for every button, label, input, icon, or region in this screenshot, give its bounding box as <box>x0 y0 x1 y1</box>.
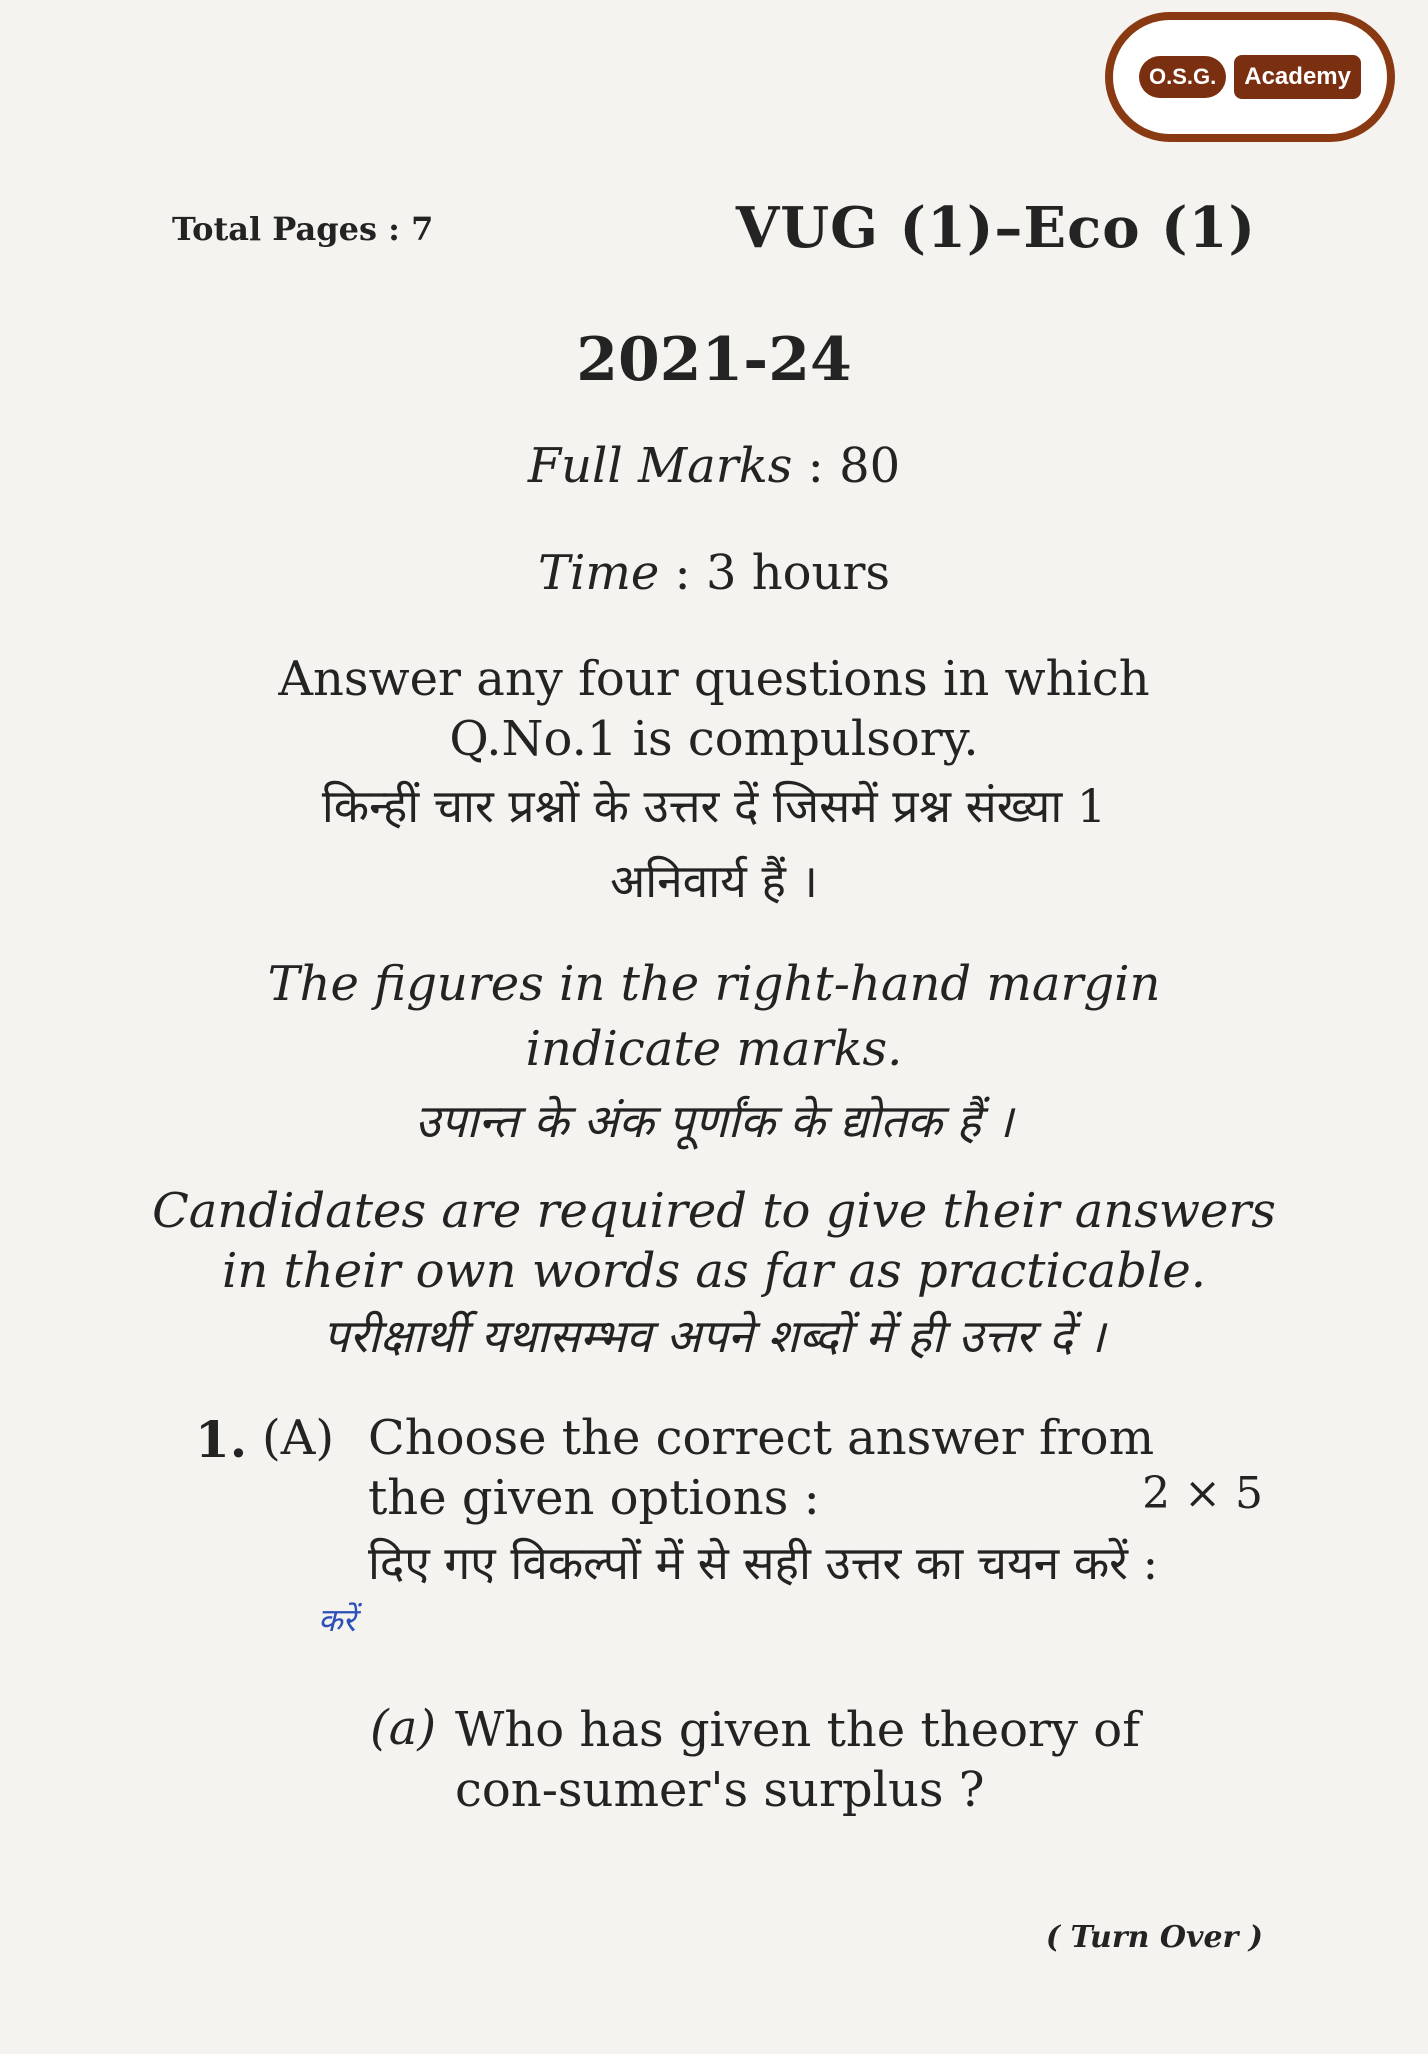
question-marks: 2 × 5 <box>1142 1468 1263 1519</box>
subquestion-label: (a) <box>370 1700 437 1756</box>
time-value: : 3 hours <box>659 545 891 601</box>
instruction-hindi-4: परीक्षार्थी यथासम्भव अपने शब्दों में ही उत्तर दें । <box>322 1309 1106 1363</box>
instruction-line-5: Candidates are required to give their answers <box>152 1183 1276 1239</box>
osg-academy-logo <box>1105 12 1395 142</box>
exam-year: 2021-24 <box>576 325 852 395</box>
instruction-hindi-1: किन्हीं चार प्रश्नों के उत्तर दें जिसमें प्रश्न संख्या 1 <box>321 779 1107 833</box>
turn-over-note: ( Turn Over ) <box>1045 1920 1263 1955</box>
paper-code: VUG (1)–Eco (1) <box>735 195 1256 261</box>
logo-osg-text: O.S.G. <box>1139 56 1226 98</box>
logo-academy-text: Academy <box>1234 55 1361 99</box>
full-marks-label: Full Marks <box>527 438 793 494</box>
time-label: Time <box>537 545 660 601</box>
exam-time <box>0 545 1428 601</box>
instruction-line-4: indicate marks. <box>525 1021 903 1077</box>
instruction-hindi-2: अनिवार्य हैं । <box>610 854 818 908</box>
full-marks <box>0 438 1428 494</box>
instruction-line-2: Q.No.1 is compulsory. <box>449 711 979 767</box>
handwritten-annotation: करें <box>318 1601 356 1639</box>
instruction-line-1: Answer any four questions in which <box>278 651 1150 707</box>
question-hindi: दिए गए विकल्पों में से सही उत्तर का चयन करें : <box>368 1536 1159 1590</box>
question-part: (A) <box>262 1410 335 1466</box>
full-marks-value: : 80 <box>792 438 901 494</box>
question-number: 1. <box>195 1410 248 1469</box>
total-pages: Total Pages : 7 <box>172 210 434 248</box>
question-text: Choose the correct answer from the given options : <box>368 1410 1155 1526</box>
instruction-line-6: in their own words as far as practicable. <box>221 1243 1207 1299</box>
instruction-line-3: The figures in the right-hand margin <box>267 956 1161 1012</box>
subquestion-text: Who has given the theory of con-sumer's surplus ? <box>455 1702 1140 1818</box>
instruction-hindi-3: उपान्त के अंक पूर्णांक के द्योतक हैं । <box>414 1094 1014 1148</box>
